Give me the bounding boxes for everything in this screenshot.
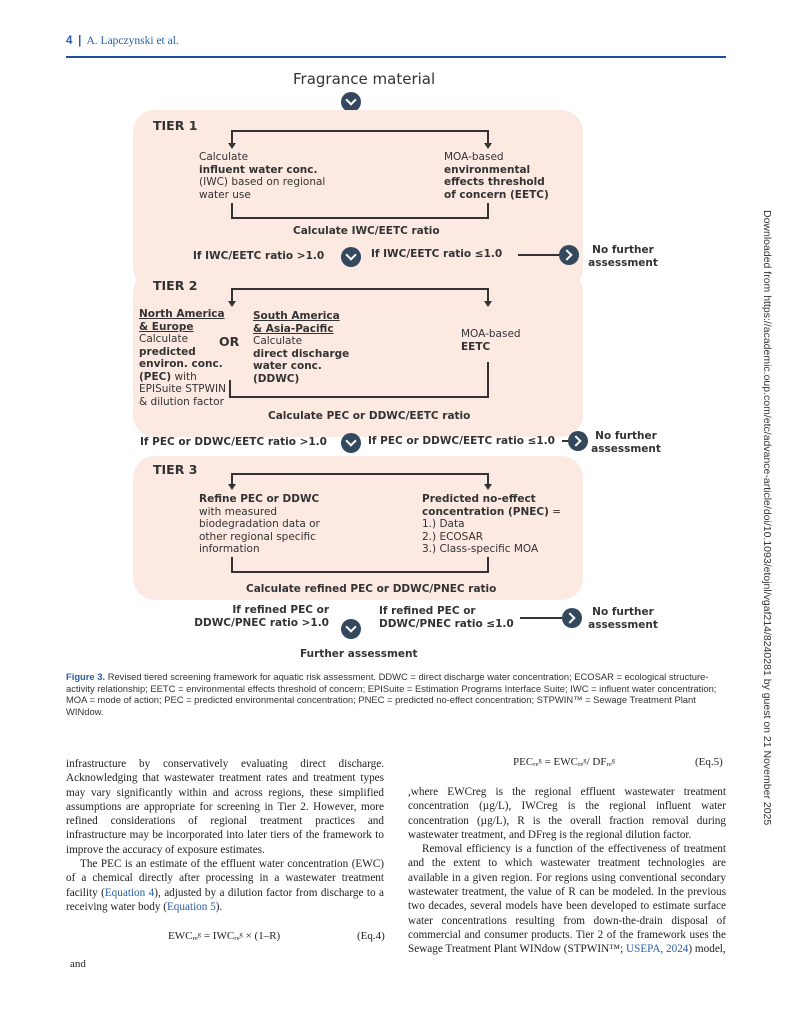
tier3-no-further: No further assessment bbox=[588, 606, 658, 631]
down-arrow-icon bbox=[341, 247, 361, 267]
header-separator: | bbox=[78, 35, 82, 47]
running-header bbox=[66, 35, 179, 47]
tier2-no-further: No further assessment bbox=[591, 430, 661, 455]
tier3-refine-box: Refine PEC or DDWC with measured biodegradation data or other regional specific information bbox=[199, 493, 320, 555]
right-arrow-icon bbox=[562, 608, 582, 628]
right-arrow-icon bbox=[568, 431, 588, 451]
equation-5-link[interactable]: Equation 5 bbox=[166, 900, 216, 913]
tier1-no-further: No further assessment bbox=[588, 244, 658, 269]
left-paragraph-1: infrastructure by conservatively evaluating direct discharge. Acknowledging that wastewater treatment rates and treatment types may vary significantly within and across regions, these simplified assumptions are appropriate for screening in Tier 2. However, more refined considerations of regional treatment practices and infrastructure may be incorporated into later tiers of the framework to improve the accuracy of exposure estimates. bbox=[66, 758, 384, 856]
down-arrow-icon bbox=[341, 619, 361, 639]
tier2-eetc-box: MOA-based EETC bbox=[461, 328, 521, 353]
tier1-eetc-box: MOA-based environmental effects threshold of concern (EETC) bbox=[444, 151, 549, 201]
tier2-ratio: Calculate PEC or DDWC/EETC ratio bbox=[268, 410, 471, 422]
caption-label: Figure 3. bbox=[66, 671, 106, 682]
figure-title: Fragrance material bbox=[293, 70, 436, 88]
left-column bbox=[66, 757, 384, 914]
tier2-sa-box: South America & Asia-Pacific Calculate direct discharge water conc. (DDWC) bbox=[253, 310, 350, 385]
equation-4-link[interactable]: Equation 4 bbox=[104, 886, 155, 899]
figure-caption bbox=[66, 671, 726, 717]
tier2-na-box: North America & Europe Calculate predicted environ. conc. (PEC) with EPISuite STPWIN & dilution factor bbox=[139, 308, 226, 408]
equation-4-label: (Eq.4) bbox=[357, 930, 385, 942]
tier1-if-greater: If IWC/EETC ratio >1.0 bbox=[193, 250, 325, 262]
page-number: 4 bbox=[66, 35, 73, 47]
tier3-label: TIER 3 bbox=[153, 462, 198, 477]
down-arrow-icon bbox=[341, 92, 361, 112]
tier1-if-less: If IWC/EETC ratio ≤1.0 bbox=[371, 248, 503, 260]
tier2-if-greater: If PEC or DDWC/EETC ratio >1.0 bbox=[140, 436, 327, 448]
tier3-final: Further assessment bbox=[300, 648, 418, 660]
download-note: Downloaded from https://academic.oup.com/etc/advance-article/doi/10.1093/etojnl/vgaf214/8240281 by guest on 21 November 2025 bbox=[761, 210, 773, 826]
tier1-ratio: Calculate IWC/EETC ratio bbox=[293, 225, 440, 237]
tier3-if-greater: If refined PEC or DDWC/PNEC ratio >1.0 bbox=[194, 604, 329, 629]
right-arrow-icon bbox=[559, 245, 579, 265]
right-column bbox=[408, 785, 726, 957]
equation-5: PECᵣₑᵍ = EWCᵣₑᵍ/ DFᵣₑᵍ bbox=[513, 756, 616, 768]
tier1-iwc-box: Calculate influent water conc. (IWC) based on regional water use bbox=[199, 151, 326, 201]
equation-4: EWCᵣₑᵍ = IWCᵣₑᵍ × (1–R) bbox=[168, 930, 281, 942]
and-text: and bbox=[70, 958, 86, 970]
caption-text: Revised tiered screening framework for aquatic risk assessment. DDWC = direct discharge water concentration; ECOSAR = ecological structure-activity relationship; EETC = environmental effects threshold of concern; EPISuite = Estimation Programs Interface Suite; IWC = influent water concentration; MOA = mode of action; PEC = predicted environmental concentration; PNEC = predicted no-effect concentration; STPWIN™ = Sewage Treatment Plant WINdow. bbox=[66, 671, 717, 717]
tier3-if-less: If refined PEC or DDWC/PNEC ratio ≤1.0 bbox=[379, 605, 514, 630]
tier3-ratio: Calculate refined PEC or DDWC/PNEC ratio bbox=[246, 583, 497, 595]
down-arrow-icon bbox=[341, 433, 361, 453]
equation-5-label: (Eq.5) bbox=[695, 756, 723, 768]
header-authors: A. Lapczynski et al. bbox=[86, 35, 179, 47]
figure-3 bbox=[0, 60, 800, 670]
header-rule bbox=[66, 56, 726, 58]
usepa-link[interactable]: USEPA, 2024 bbox=[626, 943, 689, 956]
right-paragraph-1: ,where EWCreg is the regional effluent wastewater treatment concentration (µg/L), IWCreg is the regional influent water concentration (µg/L), R is the overall fraction removal during wastewater treatment, and DFreg is the regional dilution factor. bbox=[408, 786, 726, 841]
tier2-label: TIER 2 bbox=[153, 278, 198, 293]
tier2-or: OR bbox=[219, 334, 240, 349]
left-paragraph-2: The PEC is an estimate of the effluent water concentration (EWC) of a chemical directly after processing in a wastewater treatment facility (Equation 4), adjusted by a dilution factor from discharge to a receiving water body (Equation 5). bbox=[66, 858, 384, 913]
tier1-label: TIER 1 bbox=[153, 118, 198, 133]
tier3-pnec-box: Predicted no-effect concentration (PNEC) = 1.) Data 2.) ECOSAR 3.) Class-specific MOA bbox=[422, 493, 562, 555]
tier2-if-less: If PEC or DDWC/EETC ratio ≤1.0 bbox=[368, 435, 555, 447]
right-paragraph-2: Removal efficiency is a function of the effectiveness of treatment and the extent to which wastewater treatment technologies are available in a given region. For regions using conventional secondary wastewater treatment, the value of R can be modeled. In the previous two decades, several models have been developed to estimate surface water concentrations resulting from down-the-drain disposal of commercial and consumer products. Tier 2 of the framework uses the Sewage Treatment Plant WINdow (STPWIN™; USEPA, 2024) model, bbox=[408, 843, 726, 956]
